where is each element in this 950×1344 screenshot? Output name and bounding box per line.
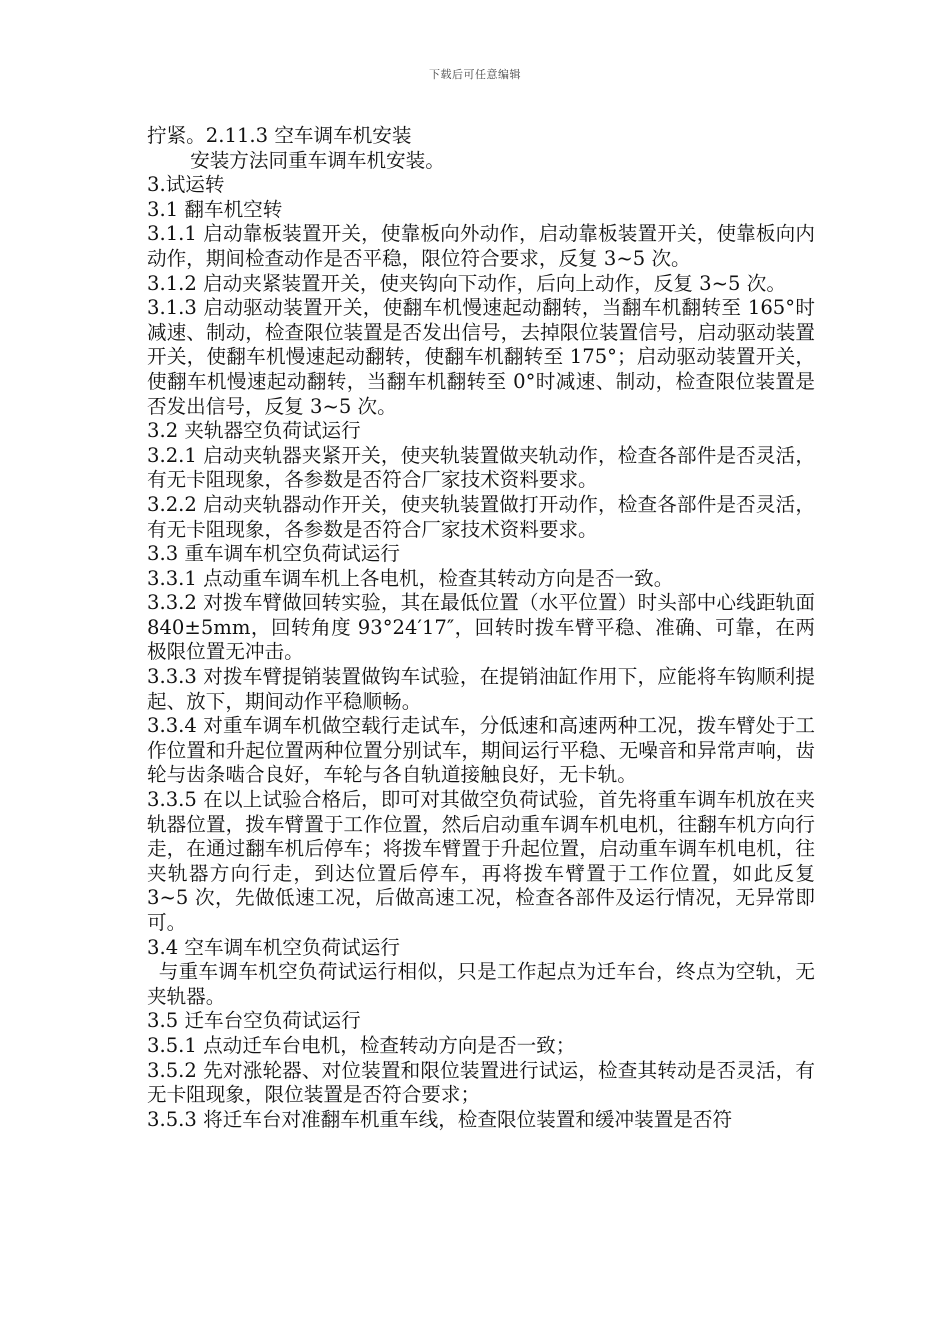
section-heading: 3.4 空车调车机空负荷试运行 <box>147 935 400 959</box>
paragraph: 3.2.2 启动夹轨器动作开关，使夹轨装置做打开动作，检查各部件是否灵活，有无卡阻现象，各参数是否符合厂家技术资料要求。 <box>147 492 815 541</box>
page-header: 下载后可任意编辑 <box>429 68 521 81</box>
section-heading: 3.3 重车调车机空负荷试运行 <box>147 542 400 566</box>
paragraph: 3.3.1 点动重车调车机上各电机，检查其转动方向是否一致。 <box>147 566 674 590</box>
paragraph: 3.3.2 对拨车臂做回转实验，其在最低位置（水平位置）时头部中心线距轨面 840±5mm，回转角度 93°24′17″，回转时拨车臂平稳、准确、可靠，在两极限位置无冲击。 <box>147 591 815 664</box>
paragraph: 3.1.2 启动夹紧装置开关，使夹钩向下动作，后向上动作，反复 3~5 次。 <box>147 271 786 295</box>
paragraph: 3.5.1 点动迁车台电机，检查转动方向是否一致； <box>147 1033 576 1057</box>
paragraph: 3.2.1 启动夹轨器夹紧开关，使夹轨装置做夹轨动作，检查各部件是否灵活，有无卡阻现象，各参数是否符合厂家技术资料要求。 <box>147 443 815 492</box>
paragraph: 3.3.3 对拨车臂提销装置做钩车试验，在提销油缸作用下，应能将车钩顺利提起、放下，期间动作平稳顺畅。 <box>147 665 815 713</box>
document-body <box>147 124 815 1132</box>
section-heading: 3.1 翻车机空转 <box>147 197 283 221</box>
paragraph: 拧紧。2.11.3 空车调车机安装 <box>147 124 412 147</box>
paragraph: 3.5.3 将迁车台对准翻车机重车线，检查限位装置和缓冲装置是否符 <box>147 1107 733 1131</box>
section-heading: 3.5 迁车台空负荷试运行 <box>147 1009 361 1033</box>
section-heading: 3.2 夹轨器空负荷试运行 <box>147 419 361 443</box>
paragraph: 3.1.3 启动驱动装置开关，使翻车机慢速起动翻转，当翻车机翻转至 165°时减速、制动，检查限位装置是否发出信号，去掉限位装置信号，启动驱动装置开关，使翻车机慢速起动翻转，使翻车机翻转至 175°；启动驱动装置开关，使翻车机慢速起动翻转，当翻车机翻转至 0°时减速、制动，检查限位装置是否发出信号，反复 3~5 次。 <box>147 296 815 418</box>
paragraph: 3.1.1 启动靠板装置开关，使靠板向外动作，启动靠板装置开关，使靠板向内动作，期间检查动作是否平稳，限位符合要求，反复 3~5 次。 <box>147 222 815 270</box>
paragraph: 3.3.5 在以上试验合格后，即可对其做空负荷试验，首先将重车调车机放在夹轨器位置，拨车臂置于工作位置，然后启动重车调车机电机，往翻车机方向行走，在通过翻车机后停车；将拨车臂置于升起位置，启动重车调车机电机，往夹轨器方向行走，到达位置后停车，再将拨车臂置于工作位置，如此反复 3~5 次，先做低速工况，后做高速工况，检查各部件及运行情况，无异常即可。 <box>147 788 815 934</box>
section-heading: 3.试运转 <box>147 173 225 197</box>
paragraph: 安装方法同重车调车机安装。 <box>190 148 445 172</box>
paragraph: 与重车调车机空负荷试运行相似，只是工作起点为迁车台，终点为空轨，无夹轨器。 <box>147 960 815 1008</box>
paragraph: 3.3.4 对重车调车机做空载行走试车，分低速和高速两种工况，拨车臂处于工作位置和升起位置两种位置分别试车，期间运行平稳、无噪音和异常声响，齿轮与齿条啮合良好，车轮与各自轨道接触良好，无卡轨。 <box>147 714 815 787</box>
paragraph: 3.5.2 先对涨轮器、对位装置和限位装置进行试运，检查其转动是否灵活，有无卡阻现象，限位装置是否符合要求； <box>147 1058 815 1107</box>
